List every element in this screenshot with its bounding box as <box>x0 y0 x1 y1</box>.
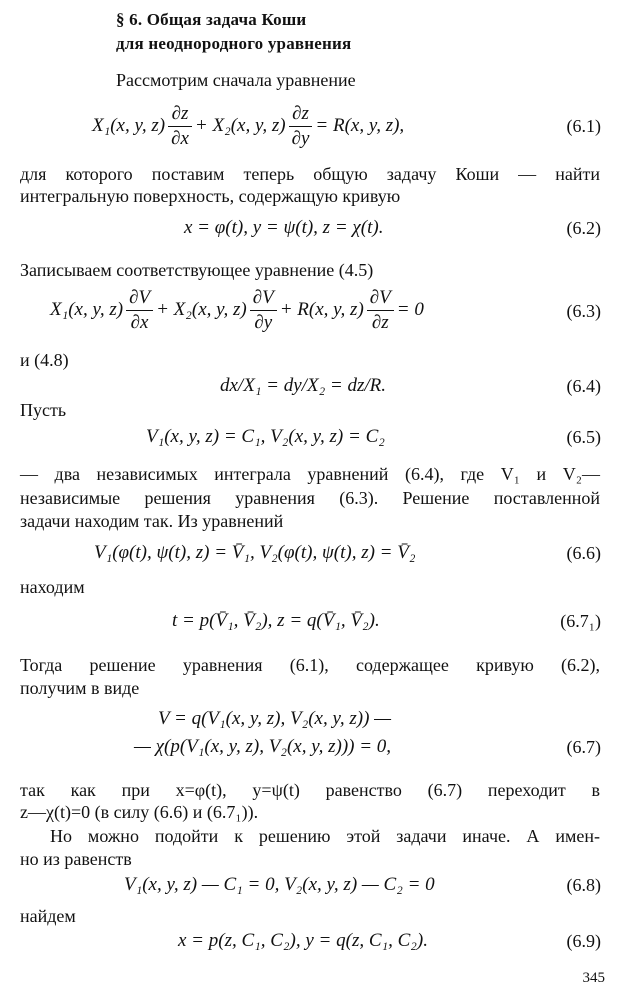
eq61-term2: + X₂(x, y, z) <box>194 114 286 136</box>
eq63-fraction-1 <box>126 287 153 334</box>
eq61-fraction-2 <box>289 103 313 150</box>
eq63-frac1-num: ∂V <box>126 287 153 311</box>
eq63-term4: = 0 <box>396 298 424 320</box>
eq63-frac2-den: ∂y <box>254 312 273 333</box>
eq61-term1: X₁(x, y, z) <box>92 114 166 136</box>
eq63-number: (6.3) <box>566 301 601 321</box>
eq63-frac1-den: ∂x <box>130 312 149 333</box>
para6-line1: Но можно подойти к решению этой задачи иначе. А имен- <box>50 826 600 846</box>
find-line-1: находим <box>20 577 85 597</box>
eq61-frac2-num: ∂z <box>289 103 313 127</box>
equation-6-1 <box>92 103 404 150</box>
para2-line: Записываем соответствующее уравнение (4.5) <box>20 260 374 280</box>
eq63-frac2-num: ∂V <box>250 287 277 311</box>
equation-6-6: V₁(φ(t), ψ(t), z) = V̄₁, V₂(φ(t), ψ(t), z) = V̄₂ <box>94 542 416 563</box>
section-title-line-1: § 6. Общая задача Коши <box>116 10 307 29</box>
eq61-term3: = R(x, y, z), <box>315 114 405 136</box>
equation-6-9: x = p(z, C₁, C₂), y = q(z, C₁, C₂). <box>178 930 428 951</box>
eq63-fraction-2 <box>250 287 277 334</box>
eq61-frac1-den: ∂x <box>171 128 189 149</box>
para3-line2: независимые решения уравнения (6.3). Решение поставленной <box>20 488 600 508</box>
eq61-frac2-den: ∂y <box>291 128 310 149</box>
para5-line1: так как при x=φ(t), y=ψ(t) равенство (6.7) переходит в <box>20 780 600 800</box>
and-line: и (4.8) <box>20 350 69 370</box>
eq65-number: (6.5) <box>566 427 601 447</box>
equation-6-7-line1: V = q(V₁(x, y, z), V₂(x, y, z)) — <box>158 708 392 729</box>
equation-6-3 <box>50 287 424 334</box>
eq63-frac3-num: ∂V <box>367 287 394 311</box>
eq671-number: (6.7₁) <box>560 611 601 631</box>
eq63-fraction-3 <box>367 287 394 334</box>
eq67-number: (6.7) <box>566 737 601 757</box>
eq61-number: (6.1) <box>566 116 601 136</box>
para3-line3: задачи находим так. Из уравнений <box>20 511 284 531</box>
equation-6-7-1: t = p(V̄₁, V̄₂), z = q(V̄₁, V̄₂). <box>172 610 380 631</box>
eq63-term3: + R(x, y, z) <box>279 298 364 320</box>
equation-6-4: dx/X₁ = dy/X₂ = dz/R. <box>220 375 387 396</box>
eq63-term1: X₁(x, y, z) <box>50 298 124 320</box>
para5-line2: z—χ(t)=0 (в силу (6.6) и (6.7₁)). <box>20 802 259 822</box>
find-line-2: найдем <box>20 906 76 926</box>
eq61-frac1-num: ∂z <box>168 103 192 127</box>
eq68-number: (6.8) <box>566 875 601 895</box>
para3-line1: — два независимых интеграла уравнений (6.4), где V₁ и V₂— <box>20 464 600 484</box>
para1-line1: для которого поставим теперь общую задачу Коши — найти <box>20 164 600 184</box>
equation-6-8: V₁(x, y, z) — C₁ = 0, V₂(x, y, z) — C₂ = 0 <box>124 874 435 895</box>
para4-line1: Тогда решение уравнения (6.1), содержащее кривую (6.2), <box>20 655 600 675</box>
eq63-term2: + X₂(x, y, z) <box>156 298 247 320</box>
para4-line2: получим в виде <box>20 678 140 698</box>
eq66-number: (6.6) <box>566 543 601 563</box>
para6-line2: но из равенств <box>20 849 132 869</box>
eq69-number: (6.9) <box>566 931 601 951</box>
equation-6-2: x = φ(t), y = ψ(t), z = χ(t). <box>184 217 384 238</box>
eq64-number: (6.4) <box>566 376 601 396</box>
page-number: 345 <box>582 970 605 986</box>
equation-6-7-line2: — χ(p(V₁(x, y, z), V₂(x, y, z))) = 0, <box>134 736 392 757</box>
para1-line2: интегральную поверхность, содержащую кривую <box>20 186 401 206</box>
section-title-line-2: для неоднородного уравнения <box>116 34 352 53</box>
equation-6-5: V₁(x, y, z) = C₁, V₂(x, y, z) = C₂ <box>146 426 385 447</box>
intro-line: Рассмотрим сначала уравнение <box>116 70 356 90</box>
eq63-frac3-den: ∂z <box>371 312 389 333</box>
eq62-number: (6.2) <box>566 218 601 238</box>
eq61-fraction-1 <box>168 103 192 150</box>
let-line: Пусть <box>20 400 67 420</box>
